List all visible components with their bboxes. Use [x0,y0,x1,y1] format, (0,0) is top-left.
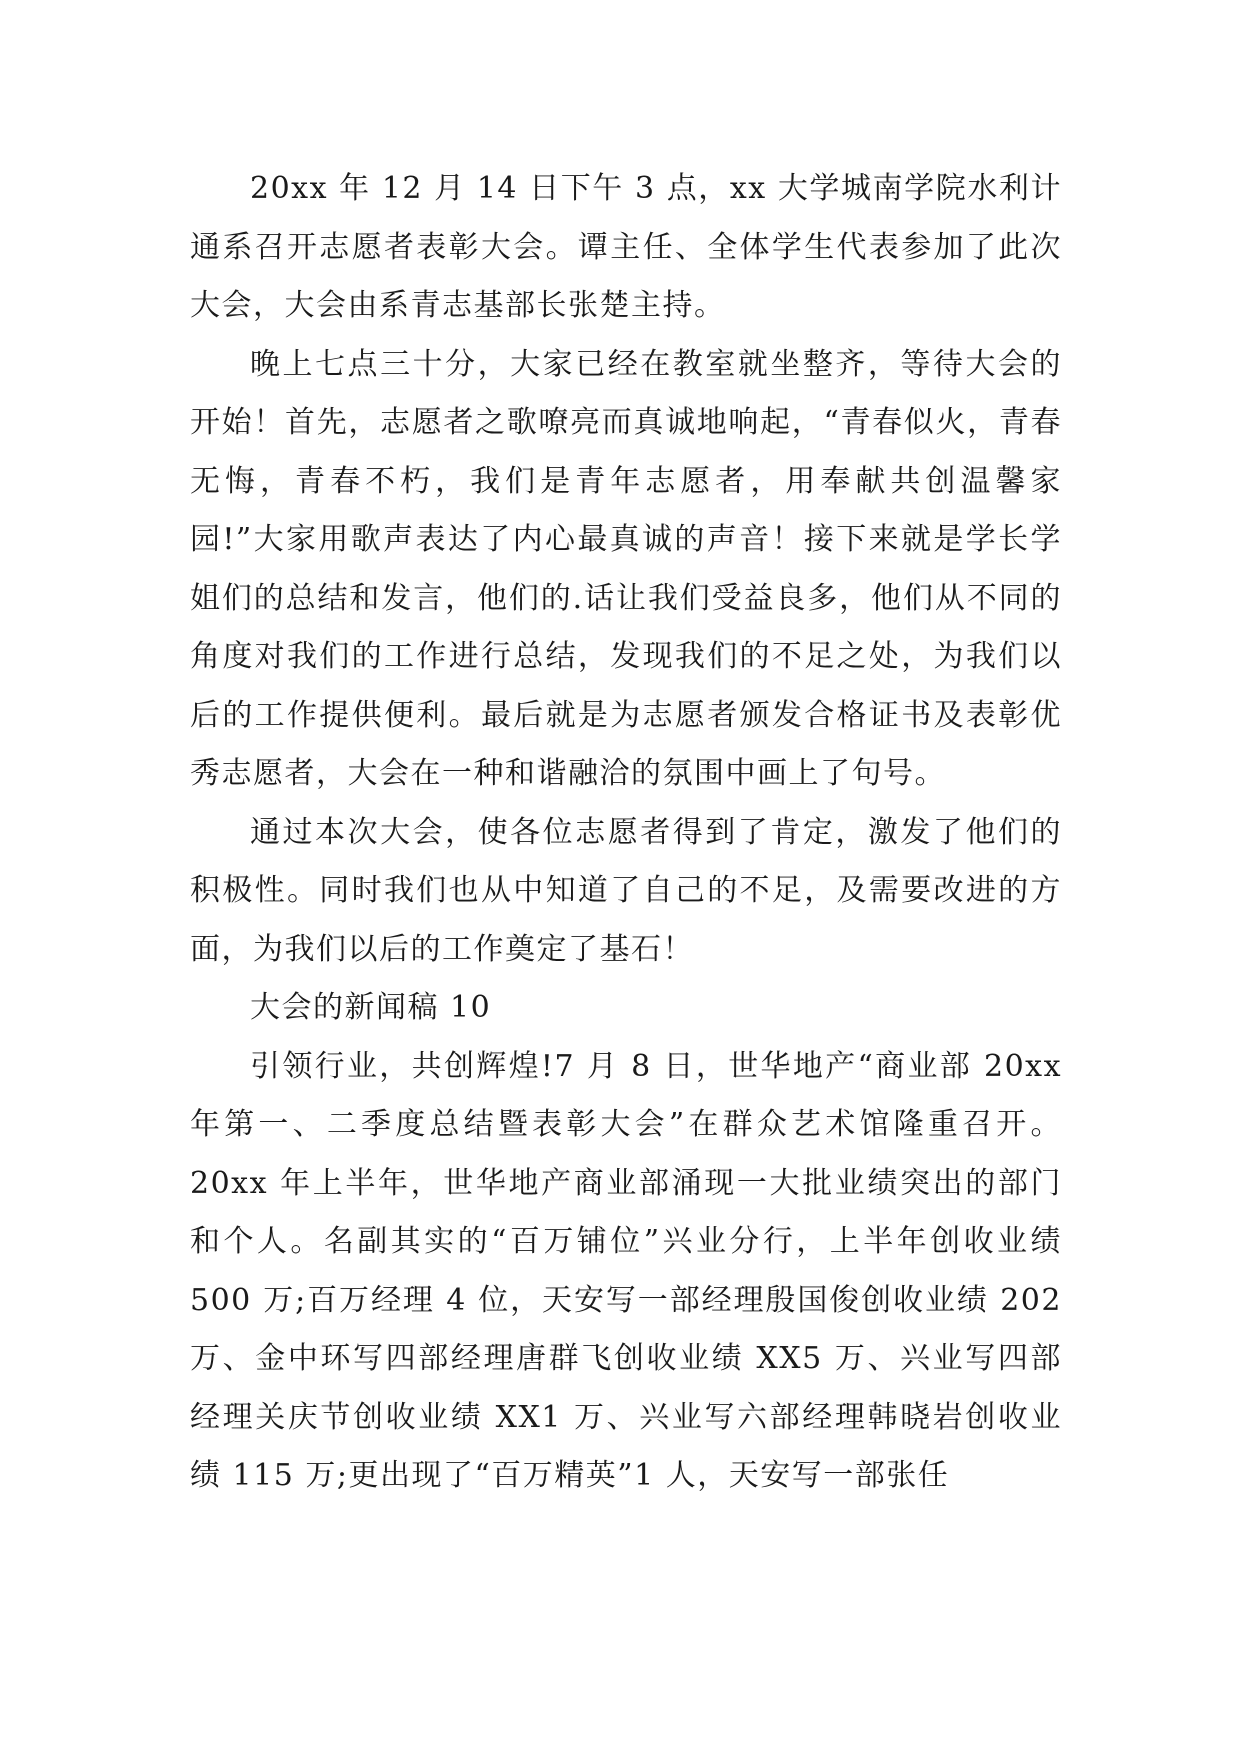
section-heading: 大会的新闻稿 10 [250,990,492,1025]
paragraph-meeting-conclusion: 通过本次大会，使各位志愿者得到了肯定，激发了他们的积极性。同时我们也从中知道了自己的不足，及需要改进的方面，为我们以后的工作奠定了基石！ [190,814,1062,967]
paragraph-news-release: 引领行业，共创辉煌!7 月 8 日，世华地产“商业部 20xx 年第一、二季度总结暨表彰大会”在群众艺术馆隆重召开。20xx 年上半年，世华地产商业部涌现一大批业绩突出的部门和个人。名副其实的“百万铺位”兴业分行，上半年创收业绩 500 万;百万经理 4 位，天安写一部经理殷国俊创收业绩 202 万、金中环写四部经理唐群飞创收业绩 XX5 万、兴业写四部经理关庆节创收业绩 XX1 万、兴业写六部经理韩晓岩创收业绩 115 万;更出现了“百万精英”1 人，天安写一部张任 [190,1048,1062,1493]
paragraph-meeting-intro: 20xx 年 12 月 14 日下午 3 点，xx 大学城南学院水利计通系召开志愿者表彰大会。谭主任、全体学生代表参加了此次大会，大会由系青志基部长张楚主持。 [190,171,1062,323]
document-body [190,160,1062,1506]
paragraph-meeting-proceedings: 晚上七点三十分，大家已经在教室就坐整齐，等待大会的开始！首先，志愿者之歌嘹亮而真诚地响起，“青春似火，青春无悔，青春不朽，我们是青年志愿者，用奉献共创温馨家园!”大家用歌声表达了内心最真诚的声音！接下来就是学长学姐们的总结和发言，他们的.话让我们受益良多，他们从不同的角度对我们的工作进行总结，发现我们的不足之处，为我们以后的工作提供便利。最后就是为志愿者颁发合格证书及表彰优秀志愿者，大会在一种和谐融洽的氛围中画上了句号。 [190,346,1062,791]
